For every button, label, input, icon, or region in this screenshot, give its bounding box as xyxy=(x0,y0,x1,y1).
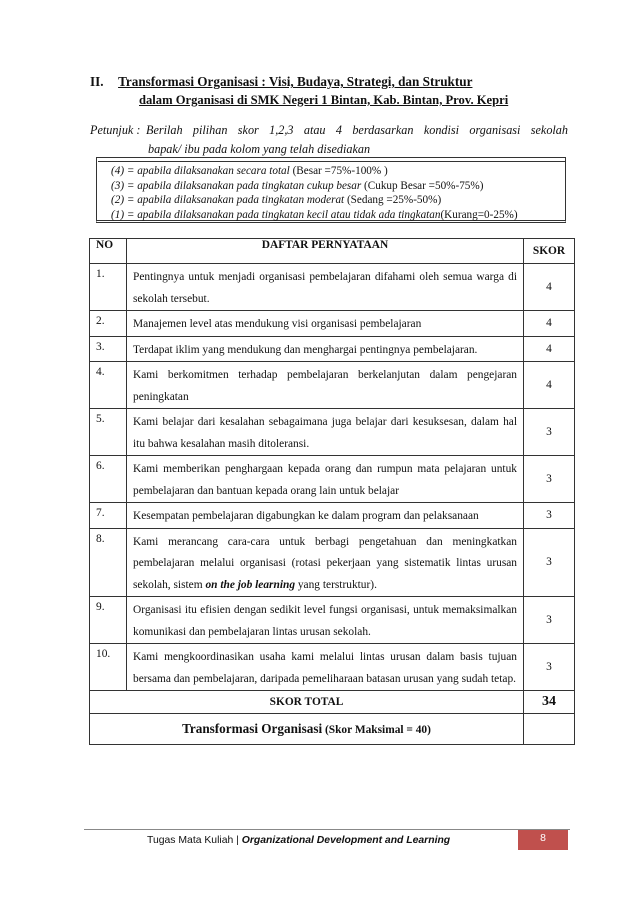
final-label: Transformasi Organisasi xyxy=(182,721,323,736)
footer-text xyxy=(147,835,450,846)
row-number: 6. xyxy=(90,456,127,503)
final-label-cell xyxy=(90,714,524,745)
row-number: 9. xyxy=(90,597,127,644)
header-score: SKOR xyxy=(524,239,575,264)
table-row xyxy=(90,644,575,691)
row-statement: Kami belajar dari kesalahan sebagaimana juga belajar dari kesuksesan, dalam hal itu bahwa kesalahan masih ditoleransi. xyxy=(127,409,524,456)
row-score: 3 xyxy=(524,528,575,597)
row-number: 5. xyxy=(90,409,127,456)
row-number: 4. xyxy=(90,362,127,409)
row-statement: Kami mengkoordinasikan usaha kami melalui lintas urusan dalam basis tujuan bersama dan pembelajaran, daripada pemeliharaan batasan urusan yang sudah tetap. xyxy=(127,644,524,691)
row-score: 4 xyxy=(524,311,575,337)
footer-course: Tugas Mata Kuliah | xyxy=(147,835,242,846)
row-statement: Kami memberikan penghargaan kepada orang dan rumpun mata pelajaran untuk pembelajaran dan bantuan kepada orang lain untuk belajar xyxy=(127,456,524,503)
row-statement: Terdapat iklim yang mendukung dan menghargai pentingnya pembelajaran. xyxy=(127,336,524,362)
row-number: 8. xyxy=(90,528,127,597)
table-row xyxy=(90,456,575,503)
final-note: (Skor Maksimal = 40) xyxy=(322,724,431,736)
instruction-line-2: bapak/ ibu pada kolom yang telah disediakan xyxy=(148,142,371,156)
table-row xyxy=(90,264,575,311)
row-number: 7. xyxy=(90,503,127,529)
table-row xyxy=(90,362,575,409)
row-score: 3 xyxy=(524,503,575,529)
table-body xyxy=(90,264,575,691)
section-number: II. xyxy=(90,74,104,89)
total-row xyxy=(90,691,575,714)
row-score: 4 xyxy=(524,362,575,409)
page-number: 8 xyxy=(518,830,568,850)
section-title: Transformasi Organisasi : Visi, Budaya, Strategi, dan Struktur xyxy=(118,74,473,89)
header-no: NO xyxy=(90,239,127,264)
total-value: 34 xyxy=(524,691,575,714)
legend-item-range: (Kurang=0-25%) xyxy=(440,208,518,221)
legend-top-rule xyxy=(98,161,566,162)
legend-item-criteria: (1) = apabila dilaksanakan pada tingkatan kecil atau tidak ada tingkatan xyxy=(111,208,441,221)
row-statement: Kami berkomitmen terhadap pembelajaran berkelanjutan dalam pengejaran peningkatan xyxy=(127,362,524,409)
row-score: 4 xyxy=(524,264,575,311)
legend-item xyxy=(111,164,518,179)
section-subtitle: dalam Organisasi di SMK Negeri 1 Bintan, Kab. Bintan, Prov. Kepri xyxy=(139,93,509,107)
footer-course-title: Organizational Development and Learning xyxy=(241,835,451,846)
legend-item xyxy=(111,208,518,223)
row-score: 3 xyxy=(524,597,575,644)
row-number: 2. xyxy=(90,311,127,337)
row-score: 3 xyxy=(524,456,575,503)
legend-item-criteria: (4) = apabila dilaksanakan secara total xyxy=(111,165,290,177)
row-number: 1. xyxy=(90,264,127,311)
row-statement: Kesempatan pembelajaran digabungkan ke dalam program dan pelaksanaan xyxy=(127,503,524,529)
row-score: 3 xyxy=(524,409,575,456)
legend-item-range: (Cukup Besar =50%-75%) xyxy=(361,179,484,192)
legend-item-criteria: (3) = apabila dilaksanakan pada tingkatan cukup besar xyxy=(111,179,362,192)
final-row xyxy=(90,714,575,745)
row-score: 3 xyxy=(524,644,575,691)
row-statement: Organisasi itu efisien dengan sedikit level fungsi organisasi, untuk memaksimalkan komunikasi dan pembelajaran lintas urusan sekolah. xyxy=(127,597,524,644)
instruction xyxy=(90,121,568,159)
row-number: 3. xyxy=(90,336,127,362)
row-statement: Pentingnya untuk menjadi organisasi pembelajaran difahami oleh semua warga di sekolah tersebut. xyxy=(127,264,524,311)
row-number: 10. xyxy=(90,644,127,691)
legend-item-criteria: (2) = apabila dilaksanakan pada tingkatan moderat xyxy=(111,194,345,206)
legend-item xyxy=(111,193,518,208)
table-row xyxy=(90,597,575,644)
final-score-cell xyxy=(524,714,575,745)
row-statement xyxy=(127,528,524,597)
statement-emphasis: on the job learning xyxy=(205,578,296,591)
legend-item-range: (Sedang =25%-50%) xyxy=(344,194,442,206)
table-row xyxy=(90,409,575,456)
score-legend-list xyxy=(111,164,518,222)
statement-text: Kami merancang cara-cara untuk berbagi pengetahuan dan meningkatkan pembelajaran melalui organisasi (rotasi pekerjaan yang sistematik lintas urusan sekolah, sistem xyxy=(133,535,517,591)
table-header-row xyxy=(90,239,575,264)
header-statement: DAFTAR PERNYATAAN xyxy=(127,239,524,264)
row-statement: Manajemen level atas mendukung visi organisasi pembelajaran xyxy=(127,311,524,337)
score-legend-box xyxy=(96,157,566,223)
table-row xyxy=(90,528,575,597)
statement-table xyxy=(89,238,575,745)
instruction-line-1: Berilah pilihan skor 1,2,3 atau 4 berdasarkan kondisi organisasi sekolah xyxy=(146,123,568,137)
statement-tail: yang terstruktur). xyxy=(295,578,377,591)
instruction-label: Petunjuk : xyxy=(90,123,141,137)
table-row xyxy=(90,311,575,337)
legend-item xyxy=(111,179,518,194)
row-score: 4 xyxy=(524,336,575,362)
total-label: SKOR TOTAL xyxy=(90,691,524,714)
table-row xyxy=(90,336,575,362)
footer-rule xyxy=(84,829,570,830)
section-heading xyxy=(90,74,472,90)
table-row xyxy=(90,503,575,529)
legend-item-range: (Besar =75%-100% ) xyxy=(289,165,388,177)
